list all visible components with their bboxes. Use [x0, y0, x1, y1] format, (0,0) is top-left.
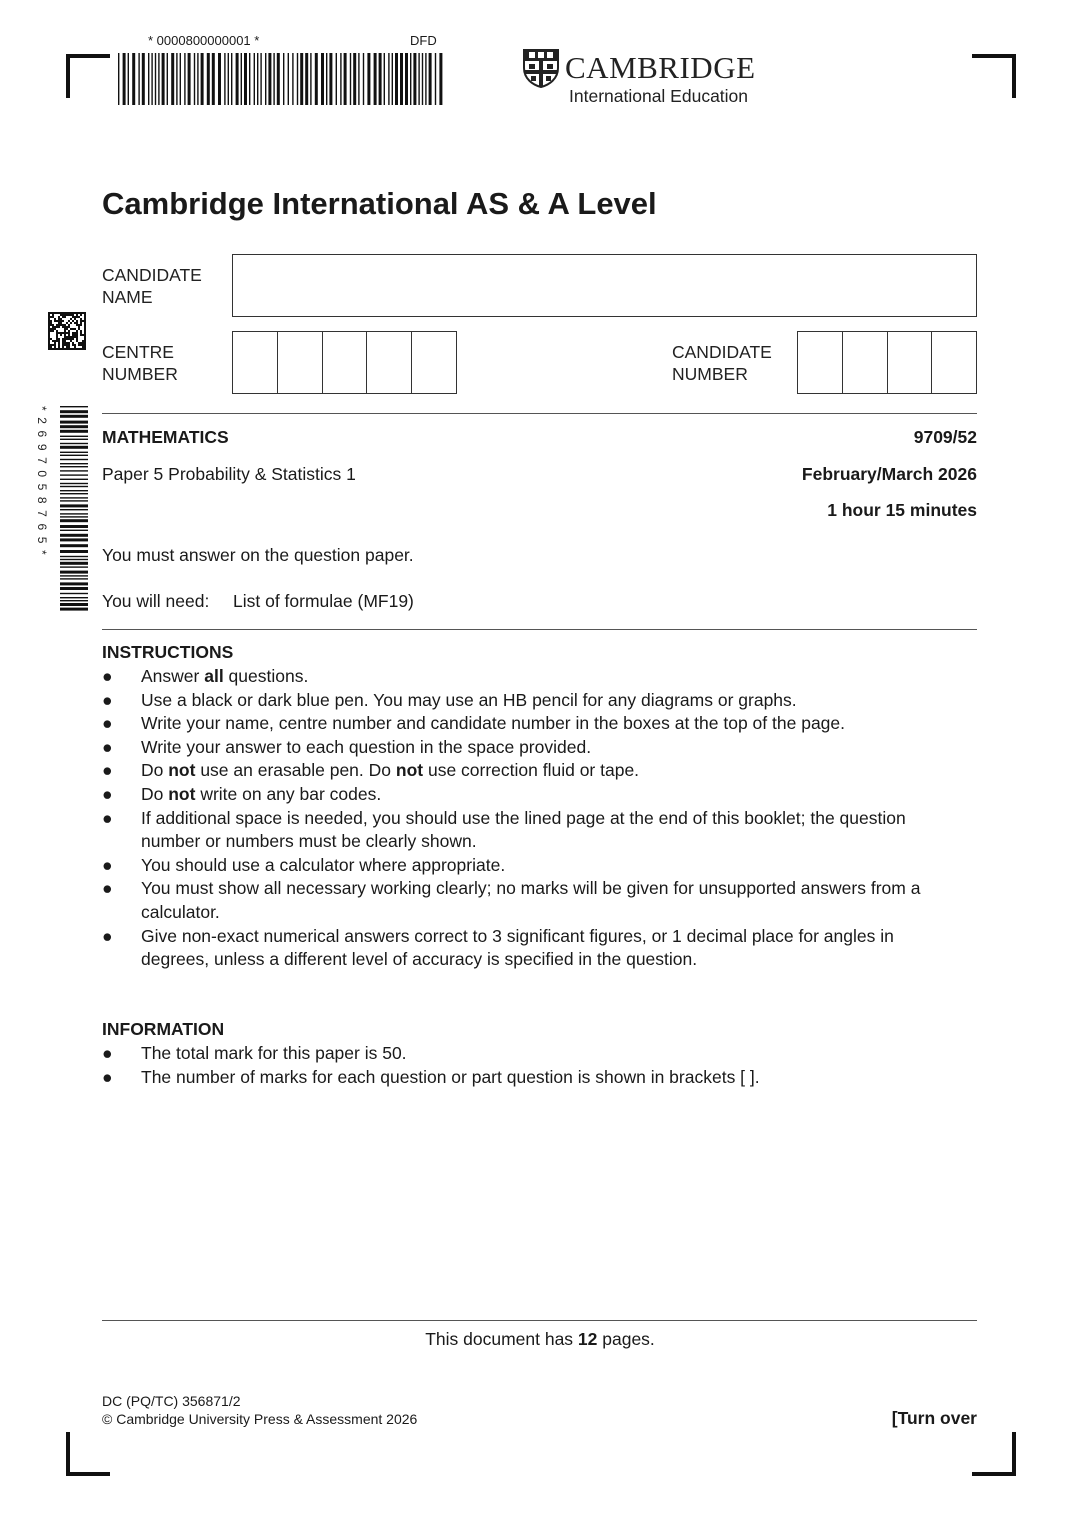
information-item: ● The total mark for this paper is 50. [102, 1042, 962, 1066]
instruction-item: ● You must show all necessary working clearly; no marks will be given for unsupported answers from a calculator. [102, 878, 921, 922]
page-count: This document has 12 pages. [425, 1329, 655, 1349]
crop-mark-top-right [972, 54, 1016, 98]
candidate-number-label: CANDIDATE NUMBER [672, 342, 772, 384]
information-heading: INFORMATION [102, 1019, 225, 1039]
candidate-number-cell[interactable] [843, 332, 888, 393]
centre-number-field[interactable] [232, 331, 457, 394]
instruction-item: ● Write your answer to each question in the space provided. [102, 736, 962, 760]
bullet-icon: ● [102, 736, 113, 757]
divider [102, 413, 977, 414]
instruction-item: ● Answer all questions. [102, 665, 962, 689]
side-barcode [60, 406, 88, 612]
information-item: ● The number of marks for each question or part question is shown in brackets [ ]. [102, 1066, 962, 1090]
turn-over: [Turn over [891, 1408, 977, 1428]
brand-name: CAMBRIDGE [565, 50, 756, 85]
candidate-number-field[interactable] [797, 331, 977, 394]
bullet-icon: ● [102, 689, 113, 710]
side-barcode-text: *2697058765* [35, 406, 49, 562]
side-barcode-text-wrap [35, 406, 49, 612]
candidate-number-cell[interactable] [798, 332, 843, 393]
need-item: List of formulae (MF19) [233, 591, 414, 611]
paper-title: Paper 5 Probability & Statistics 1 [102, 464, 356, 484]
bullet-icon: ● [102, 783, 113, 804]
exam-session: February/March 2026 [801, 464, 977, 484]
bullet-icon: ● [102, 666, 113, 686]
candidate-number-cell[interactable] [888, 332, 933, 393]
answer-note: You must answer on the question paper. [102, 545, 414, 565]
bullet-icon: ● [102, 854, 113, 875]
candidate-name-field[interactable] [232, 254, 977, 317]
top-barcode [118, 53, 446, 105]
candidate-name-label: CANDIDATE NAME [102, 265, 202, 307]
bullet-icon: ● [102, 713, 113, 734]
bullet-icon: ● [102, 1066, 113, 1087]
instruction-item: ● If additional space is needed, you should use the lined page at the end of this booklet; the question number or numbers must be clearly shown. [102, 807, 906, 852]
crop-mark-bottom-right [972, 1432, 1016, 1476]
bullet-icon: ● [102, 760, 113, 781]
centre-number-cell[interactable] [233, 332, 278, 393]
instruction-item: ● Do not write on any bar codes. [102, 783, 962, 807]
divider [102, 629, 977, 630]
paper-code: 9709/52 [913, 427, 977, 447]
candidate-number-cell[interactable] [932, 332, 976, 393]
crop-mark-top-left [66, 54, 110, 98]
document-reference: DC (PQ/TC) 356871/2 [102, 1393, 241, 1409]
bullet-icon: ● [102, 1043, 113, 1063]
footer-divider [102, 1320, 977, 1321]
bullet-icon: ● [102, 925, 113, 946]
instruction-item: ● Use a black or dark blue pen. You may use an HB pencil for any diagrams or graphs. [102, 689, 962, 713]
barcode-code: DFD [410, 33, 437, 48]
instruction-item: ● Write your name, centre number and candidate number in the boxes at the top of the page. [102, 712, 962, 736]
brand-subtitle: International Education [569, 86, 749, 106]
bullet-icon: ● [102, 878, 113, 899]
instructions-heading: INSTRUCTIONS [102, 642, 234, 662]
need-label: You will need: [102, 591, 210, 611]
copyright: © Cambridge University Press & Assessment 2026 [102, 1411, 418, 1427]
centre-number-cell[interactable] [278, 332, 323, 393]
centre-number-cell[interactable] [323, 332, 368, 393]
qualification-title: Cambridge International AS & A Level [102, 186, 657, 221]
instructions-list [102, 665, 962, 972]
information-list [102, 1042, 962, 1089]
centre-number-cell[interactable] [412, 332, 456, 393]
cambridge-shield-icon [522, 48, 560, 88]
instruction-item: ● You should use a calculator where appropriate. [102, 854, 962, 878]
duration: 1 hour 15 minutes [827, 500, 977, 520]
crop-mark-bottom-left [66, 1432, 110, 1476]
qr-code [48, 312, 86, 350]
subject: MATHEMATICS [102, 427, 229, 447]
centre-number-label: CENTRE NUMBER [102, 342, 178, 384]
instruction-item: ● Do not use an erasable pen. Do not use correction fluid or tape. [102, 759, 962, 783]
bullet-icon: ● [102, 807, 113, 828]
centre-number-cell[interactable] [367, 332, 412, 393]
barcode-number: * 0000800000001 * [148, 33, 260, 48]
instruction-item: ● Give non-exact numerical answers correct to 3 significant figures, or 1 decimal place for angles in degrees, unless a different level of accuracy is specified in the question. [102, 925, 894, 970]
